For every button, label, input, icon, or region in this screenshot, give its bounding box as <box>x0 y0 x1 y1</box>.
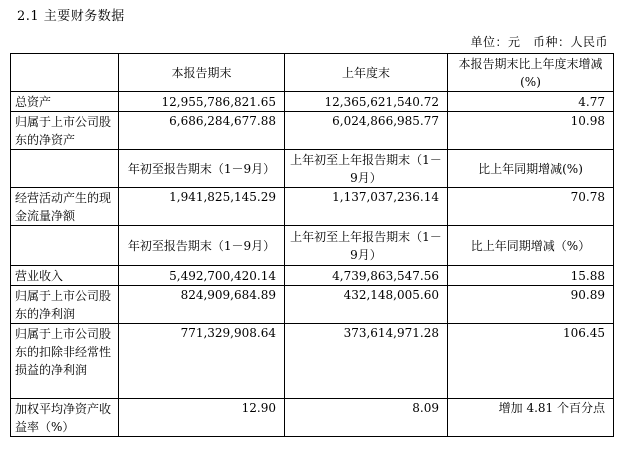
table-header-row <box>11 226 614 266</box>
header-prior-ytd: 上年初至上年报告期末（1－9月） <box>285 226 448 266</box>
row-label: 归属于上市公司股东的净资产 <box>11 112 119 150</box>
row-label: 加权平均净资产收益率（%） <box>11 399 119 437</box>
cell-value: 824,909,684.89 <box>119 286 285 324</box>
table-row <box>11 188 614 226</box>
cell-value: 增加 4.81 个百分点 <box>448 399 614 437</box>
row-label: 经营活动产生的现金流量净额 <box>11 188 119 226</box>
cell-value: 70.78 <box>448 188 614 226</box>
cell-value: 4.77 <box>448 92 614 112</box>
cell-value: 5,492,700,420.14 <box>119 266 285 286</box>
header-empty-cell <box>11 54 119 92</box>
header-period-end: 本报告期末 <box>119 54 285 92</box>
cell-value: 1,941,825,145.29 <box>119 188 285 226</box>
header-empty-cell <box>11 150 119 188</box>
cell-value: 90.89 <box>448 286 614 324</box>
cell-value: 106.45 <box>448 324 614 399</box>
cell-value: 4,739,863,547.56 <box>285 266 448 286</box>
header-prior-year-end: 上年度末 <box>285 54 448 92</box>
cell-value: 12,955,786,821.65 <box>119 92 285 112</box>
section-title: 2.1 主要财务数据 <box>17 9 125 24</box>
cell-value: 8.09 <box>285 399 448 437</box>
header-change-pct: 本报告期末比上年度末增减(%) <box>448 54 614 92</box>
cell-value: 771,329,908.64 <box>119 324 285 399</box>
cell-value: 12,365,621,540.72 <box>285 92 448 112</box>
cell-value: 6,024,866,985.77 <box>285 112 448 150</box>
cell-value: 10.98 <box>448 112 614 150</box>
cell-value: 15.88 <box>448 266 614 286</box>
financial-data-table <box>10 53 614 437</box>
row-label: 营业收入 <box>11 266 119 286</box>
table-header-row <box>11 150 614 188</box>
cell-value: 373,614,971.28 <box>285 324 448 399</box>
row-label: 总资产 <box>11 92 119 112</box>
cell-value: 432,148,005.60 <box>285 286 448 324</box>
header-ytd: 年初至报告期末（1－9月） <box>119 150 285 188</box>
currency-unit-note: 单位：元 币种：人民币 <box>470 35 608 49</box>
header-ytd: 年初至报告期末（1－9月） <box>119 226 285 266</box>
row-label: 归属于上市公司股东的净利润 <box>11 286 119 324</box>
table-row <box>11 112 614 150</box>
header-prior-ytd: 上年初至上年报告期末（1－9月） <box>285 150 448 188</box>
cell-value: 1,137,037,236.14 <box>285 188 448 226</box>
header-empty-cell <box>11 226 119 266</box>
header-yoy-change: 比上年同期增减（%） <box>448 226 614 266</box>
table-row <box>11 266 614 286</box>
table-header-row <box>11 54 614 92</box>
table-row <box>11 92 614 112</box>
cell-value: 6,686,284,677.88 <box>119 112 285 150</box>
cell-value: 12.90 <box>119 399 285 437</box>
table-row <box>11 324 614 399</box>
table-row <box>11 399 614 437</box>
header-yoy-change: 比上年同期增减(%) <box>448 150 614 188</box>
row-label: 归属于上市公司股东的扣除非经常性损益的净利润 <box>11 324 119 399</box>
table-row <box>11 286 614 324</box>
